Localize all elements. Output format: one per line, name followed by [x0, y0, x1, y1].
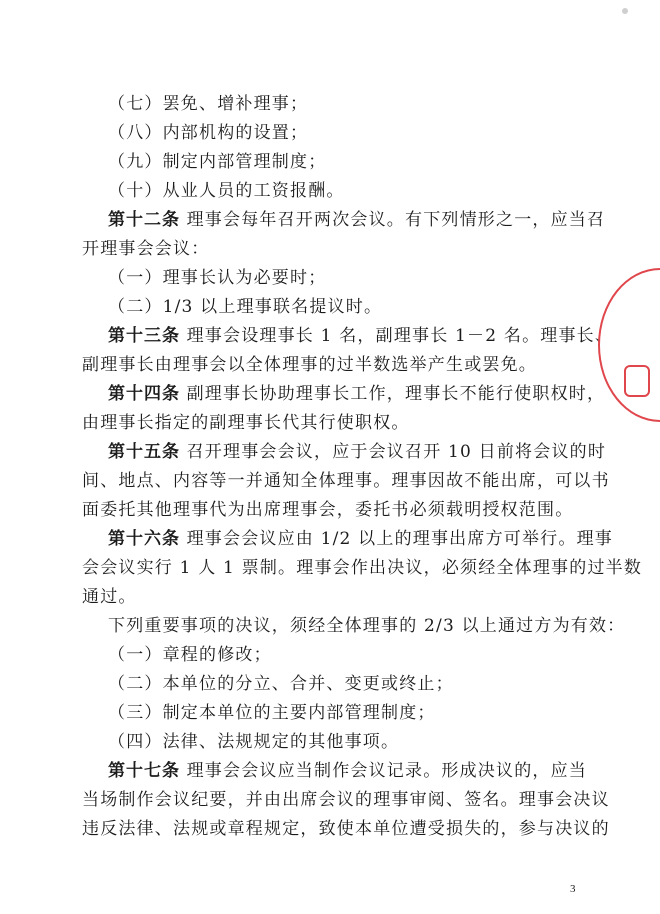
text-line: 间、地点、内容等一并通知全体理事。理事因故不能出席，可以书 — [82, 471, 610, 491]
text-line: 面委托其他理事代为出席理事会，委托书必须载明授权范围。 — [82, 500, 574, 520]
article-12-line: 第十二条 理事会每年召开两次会议。有下列情形之一，应当召 — [108, 210, 606, 230]
text-line: （三）制定本单位的主要内部管理制度； — [108, 703, 436, 723]
article-heading: 第十三条 — [108, 326, 180, 346]
text-line: （七）罢免、增补理事； — [108, 94, 309, 114]
text-line: 开理事会会议： — [82, 239, 210, 259]
text-line: 由理事长指定的副理事长代其行使职权。 — [82, 413, 410, 433]
seal-emblem-icon — [624, 365, 650, 397]
text-line: （四）法律、法规规定的其他事项。 — [108, 732, 400, 752]
text-line: （一）章程的修改； — [108, 645, 272, 665]
text-line: （八）内部机构的设置； — [108, 123, 309, 143]
article-heading: 第十七条 — [108, 761, 180, 781]
text-line: 违反法律、法规或章程规定，致使本单位遭受损失的，参与决议的 — [82, 819, 610, 839]
article-15-line: 第十五条 召开理事会会议，应于会议召开 10 日前将会议的时 — [108, 442, 607, 462]
text-line: （十）从业人员的工资报酬。 — [108, 181, 345, 201]
text-line: （二）本单位的分立、合并、变更或终止； — [108, 674, 454, 694]
article-heading: 第十四条 — [108, 384, 180, 404]
scan-dot-mark — [622, 8, 628, 14]
text-line: 会会议实行 1 人 1 票制。理事会作出决议，必须经全体理事的过半数 — [82, 558, 643, 578]
article-14-line: 第十四条 副理事长协助理事长工作，理事长不能行使职权时， — [108, 384, 606, 404]
text-line: （一）理事长认为必要时； — [108, 268, 327, 288]
article-heading: 第十五条 — [108, 442, 180, 462]
text-line: 副理事长由理事会以全体理事的过半数选举产生或罢免。 — [82, 355, 537, 375]
page-number: 3 — [570, 883, 576, 895]
official-seal-stamp — [598, 268, 660, 422]
article-16-line: 第十六条 理事会会议应由 1/2 以上的理事出席方可举行。理事 — [108, 529, 613, 549]
article-heading: 第十六条 — [108, 529, 180, 549]
text-line: 下列重要事项的决议，须经全体理事的 2/3 以上通过方为有效： — [108, 616, 626, 636]
article-13-line: 第十三条 理事会设理事长 1 名，副理事长 1－2 名。理事长、 — [108, 326, 614, 346]
text-line: 通过。 — [82, 587, 137, 607]
text-line: （九）制定内部管理制度； — [108, 152, 327, 172]
article-17-line: 第十七条 理事会会议应当制作会议记录。形成决议的，应当 — [108, 761, 588, 781]
text-line: （二）1/3 以上理事联名提议时。 — [108, 297, 383, 317]
article-heading: 第十二条 — [108, 210, 180, 230]
text-line: 当场制作会议纪要，并由出席会议的理事审阅、签名。理事会决议 — [82, 790, 610, 810]
